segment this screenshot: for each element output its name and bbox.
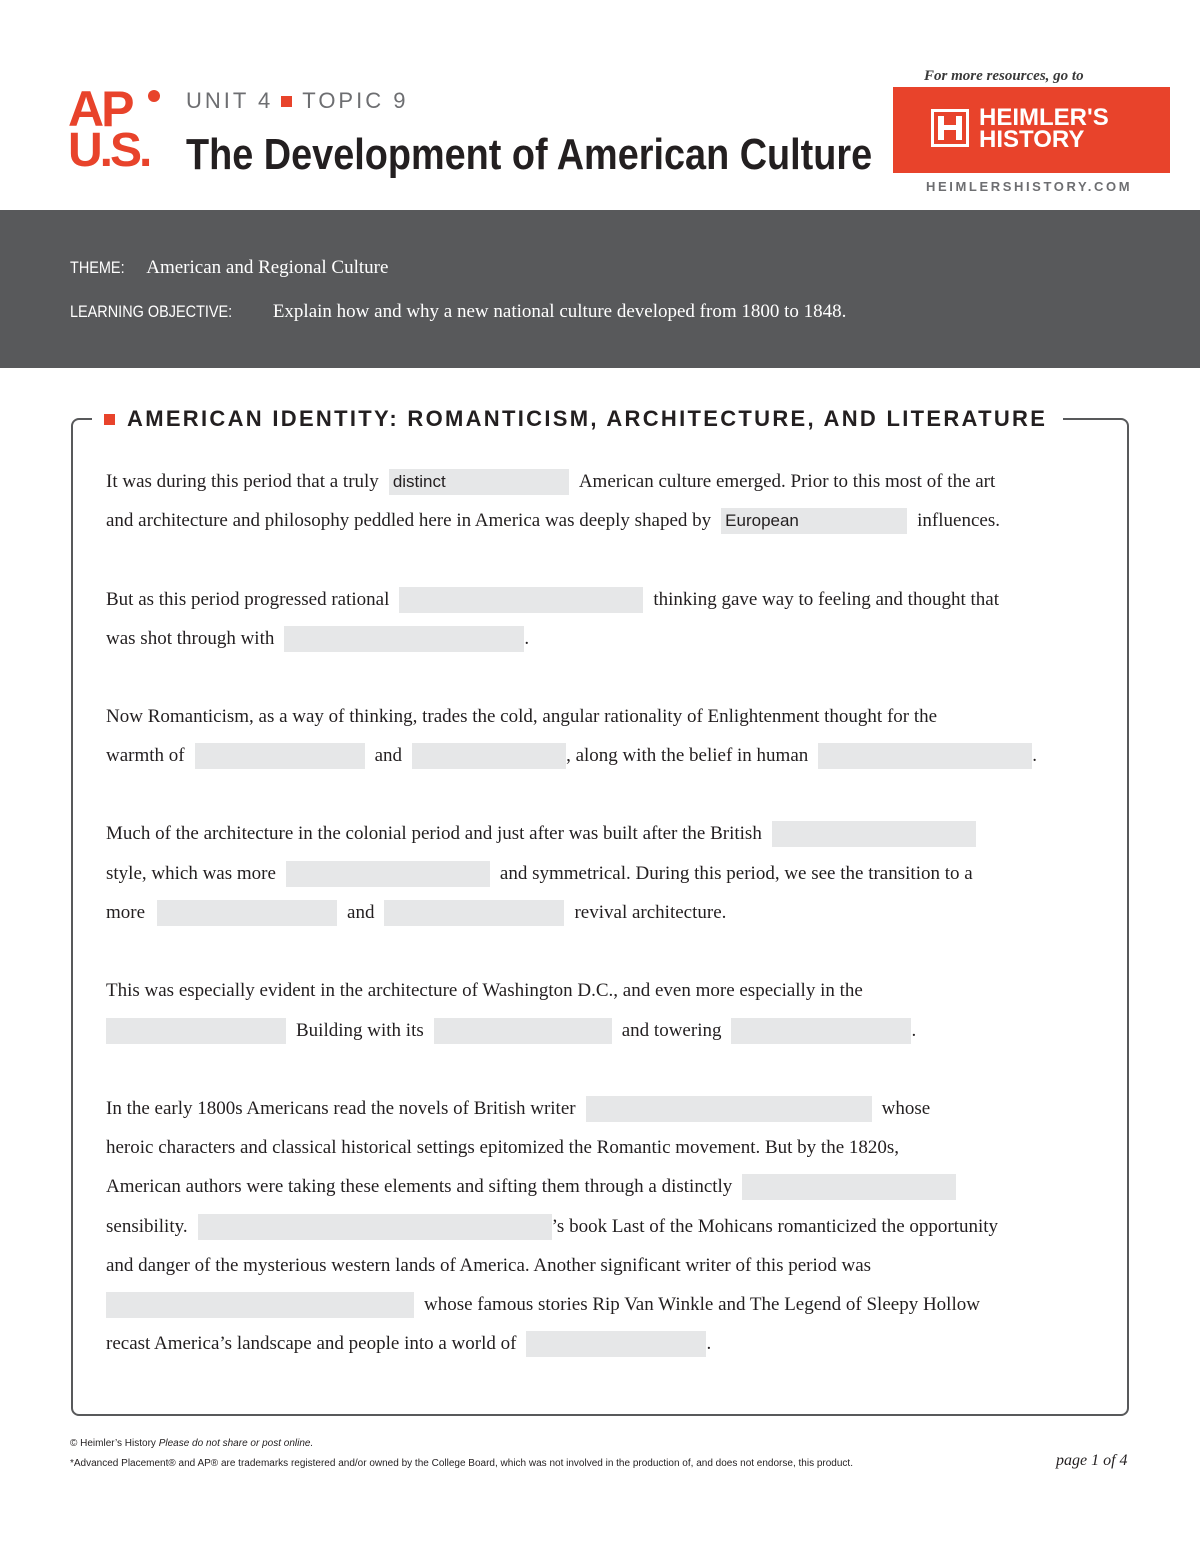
text-line: [106, 468, 995, 496]
page-title: The Development of American Culture: [186, 130, 873, 179]
blank-european[interactable]: European: [721, 508, 907, 534]
text-segment: It was during this period that a truly: [106, 471, 379, 492]
heimlers-history-logo[interactable]: [893, 87, 1170, 173]
text-segment: This was especially evident in the architecture of Washington D.C., and even more especially in the: [106, 980, 863, 1001]
text-segment: was shot through with: [106, 628, 275, 649]
text-segment: American authors were taking these elements and sifting them through a distinctly: [106, 1176, 733, 1197]
text-segment: recast America’s landscape and people into a world of: [106, 1333, 517, 1354]
text-line: [106, 820, 976, 848]
brand-url-link[interactable]: HEIMLERSHISTORY.COM: [926, 179, 1133, 194]
text-segment: ’s book Last of the Mohicans romanticized the opportunity: [551, 1216, 999, 1237]
text-line: [106, 899, 726, 927]
blank-field[interactable]: [526, 1331, 706, 1357]
text-line: [106, 625, 529, 653]
blank-field[interactable]: [157, 900, 337, 926]
objective-row: [70, 301, 846, 323]
section-heading: [92, 404, 1063, 434]
text-line: [106, 860, 973, 888]
blank-field[interactable]: [284, 626, 524, 652]
text-line: [106, 1330, 711, 1358]
ap-us-logo: [68, 81, 160, 177]
brand-name: [979, 104, 1109, 153]
text-segment: revival architecture.: [574, 902, 727, 923]
blank-field[interactable]: [106, 1018, 286, 1044]
text-segment: whose famous stories Rip Van Winkle and The Legend of Sleepy Hollow: [424, 1294, 980, 1315]
text-segment: thinking gave way to feeling and thought that: [653, 589, 999, 610]
text-segment: style, which was more: [106, 863, 276, 884]
blank-field[interactable]: [286, 861, 490, 887]
hh-monogram-icon: [931, 109, 969, 147]
text-line: [106, 977, 863, 1005]
text-segment: Now Romanticism, as a way of thinking, trades the cold, angular rationality of Enlightenment thought for the: [106, 706, 938, 727]
resources-note: For more resources, go to: [924, 68, 1084, 84]
text-segment: .: [911, 1020, 917, 1041]
text-segment: and: [347, 902, 375, 923]
text-line: [106, 1017, 916, 1045]
blank-field[interactable]: [434, 1018, 612, 1044]
objective-label: LEARNING OBJECTIVE:: [70, 302, 233, 321]
page-number: page 1 of 4: [1056, 1452, 1128, 1469]
text-segment: .: [706, 1333, 712, 1354]
text-segment: Building with its: [296, 1020, 424, 1041]
theme-row: [70, 257, 388, 279]
text-segment: and architecture and philosophy peddled here in America was deeply shaped by: [106, 510, 712, 531]
logo-us-text: U.S.: [68, 124, 150, 177]
red-square-icon: [281, 96, 292, 107]
text-segment: But as this period progressed rational: [106, 589, 390, 610]
text-segment: more: [106, 902, 146, 923]
blank-field[interactable]: [384, 900, 564, 926]
text-segment: influences.: [917, 510, 1000, 531]
text-segment: Much of the architecture in the colonial period and just after was built after the British: [106, 823, 762, 844]
text-line: [106, 742, 1037, 770]
blank-field[interactable]: [198, 1214, 552, 1240]
text-line: [106, 1134, 899, 1162]
topic-label: TOPIC 9: [302, 88, 409, 113]
unit-label: UNIT 4: [186, 88, 274, 113]
theme-band: [0, 210, 1200, 368]
blank-field[interactable]: [412, 743, 566, 769]
blank-field[interactable]: [731, 1018, 911, 1044]
text-line: [106, 1095, 930, 1123]
blank-field[interactable]: [772, 821, 976, 847]
text-line: [106, 1213, 998, 1241]
theme-value: American and Regional Culture: [146, 257, 389, 278]
blank-field[interactable]: [399, 587, 643, 613]
unit-topic-line: [186, 88, 408, 114]
theme-label: THEME:: [70, 258, 125, 277]
section-heading-text: AMERICAN IDENTITY: ROMANTICISM, ARCHITECTURE, AND LITERATURE: [127, 406, 1048, 431]
text-line: [106, 703, 937, 731]
blank-field[interactable]: [195, 743, 365, 769]
text-line: [106, 586, 999, 614]
blank-field[interactable]: [818, 743, 1032, 769]
text-segment: and towering: [621, 1020, 722, 1041]
text-segment: American culture emerged. Prior to this most of the art: [578, 471, 996, 492]
text-segment: .: [524, 628, 530, 649]
text-segment: heroic characters and classical historical settings epitomized the Romantic movement. But by the 1820s,: [106, 1137, 900, 1158]
footer-trademark: *Advanced Placement® and AP® are trademarks registered and/or owned by the College Board, which was not involved in the production of, and does not endorse, this product.: [70, 1458, 853, 1469]
red-square-icon: [104, 414, 115, 425]
logo-registered-dot: [148, 90, 160, 102]
text-line: [106, 507, 1000, 535]
text-line: [106, 1173, 956, 1201]
text-segment: In the early 1800s Americans read the novels of British writer: [106, 1098, 576, 1119]
text-segment: sensibility.: [106, 1216, 188, 1237]
text-segment: whose: [881, 1098, 931, 1119]
text-segment: and: [374, 745, 403, 766]
brand-line-1: HEIMLER'S: [979, 104, 1109, 131]
share-note: Please do not share or post online.: [158, 1438, 314, 1449]
blank-field[interactable]: [742, 1174, 956, 1200]
objective-value: Explain how and why a new national culture developed from 1800 to 1848.: [272, 301, 847, 322]
text-line: [106, 1291, 980, 1319]
blank-field[interactable]: [106, 1292, 414, 1318]
blank-field[interactable]: [586, 1096, 872, 1122]
text-segment: and danger of the mysterious western lands of America. Another significant writer of this period was: [106, 1255, 872, 1276]
footer-copyright-line: [70, 1438, 313, 1449]
text-segment: warmth of: [106, 745, 185, 766]
text-segment: .: [1032, 745, 1038, 766]
text-segment: and symmetrical. During this period, we see the transition to a: [499, 863, 973, 884]
brand-line-2: HISTORY: [979, 126, 1085, 153]
logo-ap-text: AP: [68, 81, 132, 137]
copyright: © Heimler’s History: [70, 1438, 156, 1449]
text-segment: , along with the belief in human: [566, 745, 809, 766]
text-line: [106, 1252, 871, 1280]
blank-distinct[interactable]: distinct: [389, 469, 569, 495]
